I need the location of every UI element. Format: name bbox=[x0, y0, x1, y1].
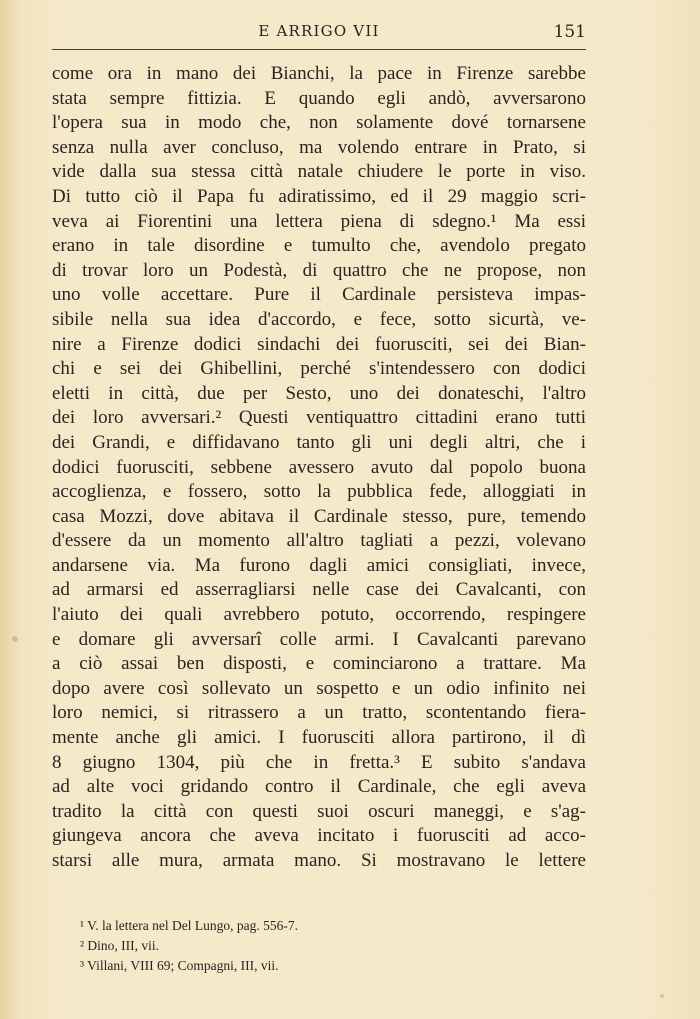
text-line: d'essere da un momento all'altro tagliati a pezzi, volevano bbox=[52, 530, 586, 552]
text-line: a ciò assai ben disposti, e cominciarono a trattare. Ma bbox=[52, 653, 586, 675]
text-line: senza nulla aver concluso, ma volendo entrare in Prato, si bbox=[52, 136, 586, 158]
text-line: sibile nella sua idea d'accordo, e fece, sotto sicurtà, ve- bbox=[52, 308, 586, 330]
text-line: di trovar loro un Podestà, di quattro che ne propose, non bbox=[52, 259, 586, 281]
footnotes bbox=[80, 916, 580, 975]
text-line: uno volle accettare. Pure il Cardinale persisteva impas- bbox=[52, 284, 586, 306]
text-line: casa Mozzi, dove abitava il Cardinale stesso, pure, temendo bbox=[52, 505, 586, 527]
text-line: nire a Firenze dodici sindachi dei fuorusciti, sei dei Bian- bbox=[52, 333, 586, 355]
page-number: 151 bbox=[553, 22, 586, 42]
footnote: ³ Villani, VIII 69; Compagni, III, vii. bbox=[80, 957, 279, 973]
text-line: dopo avere così sollevato un sospetto e un odio infinito nei bbox=[52, 677, 586, 699]
text-line: 8 giugno 1304, più che in fretta.³ E subito s'andava bbox=[52, 751, 586, 773]
text-line: dei Grandi, e diffidavano tanto gli uni degli altri, che i bbox=[52, 431, 586, 453]
footnote: ¹ V. la lettera nel Del Lungo, pag. 556-7. bbox=[80, 918, 298, 933]
text-line: vide dalla sua stessa città natale chiudere le porte in viso. bbox=[52, 161, 586, 183]
text-line: chi e sei dei Ghibellini, perché s'intendessero con dodici bbox=[52, 358, 586, 380]
text-line: Di tutto ciò il Papa fu adiratissimo, ed il 29 maggio scri- bbox=[52, 185, 586, 207]
header-rule bbox=[52, 49, 586, 50]
text-line: giungeva ancora che aveva incitato i fuorusciti ad acco- bbox=[52, 825, 586, 847]
paper-stain bbox=[12, 636, 18, 642]
text-line: dei loro avversari.² Questi ventiquattro cittadini erano tutti bbox=[52, 407, 586, 429]
text-line: loro nemici, si ritrassero a un tratto, scontentando fiera- bbox=[52, 702, 586, 724]
text-line: eletti in città, due per Sesto, uno dei donateschi, l'altro bbox=[52, 382, 586, 404]
text-line: l'opera sua in modo che, non solamente dové tornarsene bbox=[52, 112, 586, 134]
text-line: andarsene via. Ma furono dagli amici consigliati, invece, bbox=[52, 554, 586, 576]
text-line: veva ai Fiorentini una lettera piena di sdegno.¹ Ma essi bbox=[52, 210, 586, 232]
text-line: tradito la città con questi suoi oscuri maneggi, e s'ag- bbox=[52, 800, 586, 822]
text-line: stata sempre fittizia. E quando egli andò, avversarono bbox=[52, 87, 586, 109]
text-line: accoglienza, e fossero, sotto la pubblica fede, alloggiati in bbox=[52, 481, 586, 503]
text-line: starsi alle mura, armata mano. Si mostravano le lettere bbox=[52, 850, 586, 871]
footnote: ² Dino, III, vii. bbox=[80, 937, 160, 953]
paper-stain bbox=[660, 994, 664, 998]
text-line: l'aiuto dei quali avrebbero potuto, occorrendo, respingere bbox=[52, 604, 586, 626]
text-line: come ora in mano dei Bianchi, la pace in Firenze sarebbe bbox=[52, 63, 586, 84]
text-line: ad alte voci gridando contro il Cardinale, che egli aveva bbox=[52, 776, 586, 798]
text-line: dodici fuorusciti, sebbene avessero avuto dal popolo buona bbox=[52, 456, 586, 478]
text-line: e domare gli avversarî colle armi. I Cavalcanti parevano bbox=[52, 628, 586, 650]
running-title: E ARRIGO VII bbox=[258, 22, 380, 40]
text-line: mente anche gli amici. I fuorusciti allora partirono, il dì bbox=[52, 727, 586, 749]
text-line: erano in tale disordine e tumulto che, avendolo pregato bbox=[52, 235, 586, 257]
text-line: ad armarsi ed asserragliarsi nelle case dei Cavalcanti, con bbox=[52, 579, 586, 601]
running-header bbox=[52, 22, 586, 48]
body-text bbox=[52, 62, 586, 874]
